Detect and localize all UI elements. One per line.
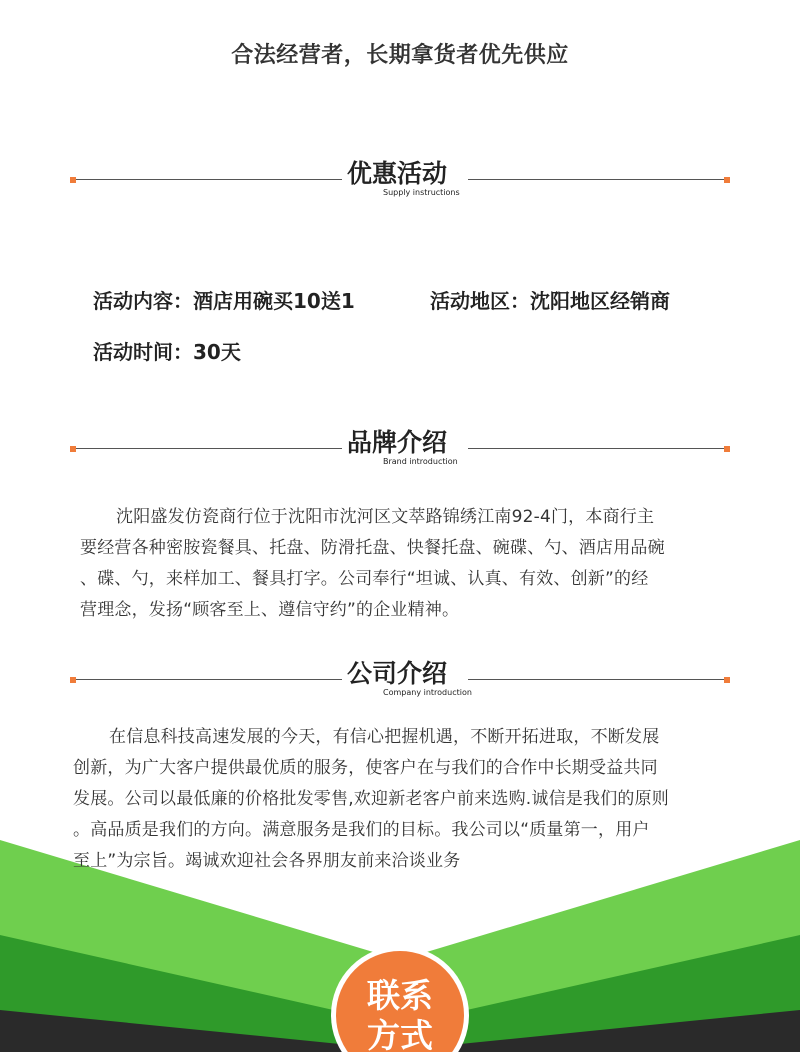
paragraph-line: 。高品质是我们的方向。满意服务是我们的目标。我公司以“质量第一，用户 (73, 820, 650, 840)
section-title: 品牌介绍 (347, 428, 448, 457)
section-header-promo (70, 160, 730, 200)
section-subtitle: Supply instructions (383, 188, 460, 197)
divider-right (468, 448, 724, 449)
company-paragraph (73, 722, 733, 877)
divider-left (76, 179, 342, 180)
divider-right (468, 679, 724, 680)
activity-content: 活动内容：酒店用碗买10送1 (93, 289, 355, 313)
paragraph-line: 创新，为广大客户提供最优质的服务，使客户在与我们的合作中长期受益共同 (73, 758, 658, 778)
paragraph-line: 至上”为宗旨。竭诚欢迎社会各界朋友前来洽谈业务 (73, 851, 461, 871)
paragraph-line: 发展。公司以最低廉的价格批发零售,欢迎新老客户前来选购.诚信是我们的原则 (73, 789, 670, 809)
orange-dot-right (724, 677, 730, 683)
orange-dot-left (70, 677, 76, 683)
paragraph-line: 沈阳盛发仿瓷商行位于沈阳市沈河区文萃路锦绣江南92-4门，本商行主 (116, 507, 655, 527)
activity-time: 活动时间：30天 (93, 340, 241, 364)
section-title-group (347, 160, 460, 200)
paragraph-line: 、碟、勺，来样加工、餐具打字。公司奉行“坦诚、认真、有效、创新”的经 (80, 569, 649, 589)
orange-dot-right (724, 446, 730, 452)
divider-right (468, 179, 724, 180)
divider-left (76, 448, 342, 449)
section-header-company (70, 660, 730, 700)
brand-paragraph (80, 502, 730, 626)
contact-badge-line2: 方式 (367, 1016, 433, 1052)
contact-badge-line1: 联系 (367, 976, 433, 1015)
section-header-brand (70, 429, 730, 469)
section-title: 优惠活动 (347, 159, 448, 188)
orange-dot-left (70, 446, 76, 452)
activity-region: 活动地区：沈阳地区经销商 (430, 289, 670, 313)
paragraph-line: 营理念，发扬“顾客至上、遵信守约”的企业精神。 (80, 600, 460, 620)
section-subtitle: Company introduction (383, 688, 472, 697)
section-title-group (347, 429, 458, 469)
paragraph-line: 要经营各种密胺瓷餐具、托盘、防滑托盘、快餐托盘、碗碟、勺、酒店用品碗 (80, 538, 665, 558)
paragraph-line: 在信息科技高速发展的今天，有信心把握机遇，不断开拓进取，不断发展 (109, 727, 660, 747)
section-subtitle: Brand introduction (383, 457, 458, 466)
orange-dot-right (724, 177, 730, 183)
section-title-group (347, 660, 472, 700)
section-title: 公司介绍 (347, 659, 448, 688)
contact-badge-inner (336, 951, 464, 1052)
page-headline: 合法经营者，长期拿货者优先供应 (231, 43, 569, 68)
orange-dot-left (70, 177, 76, 183)
divider-left (76, 679, 342, 680)
